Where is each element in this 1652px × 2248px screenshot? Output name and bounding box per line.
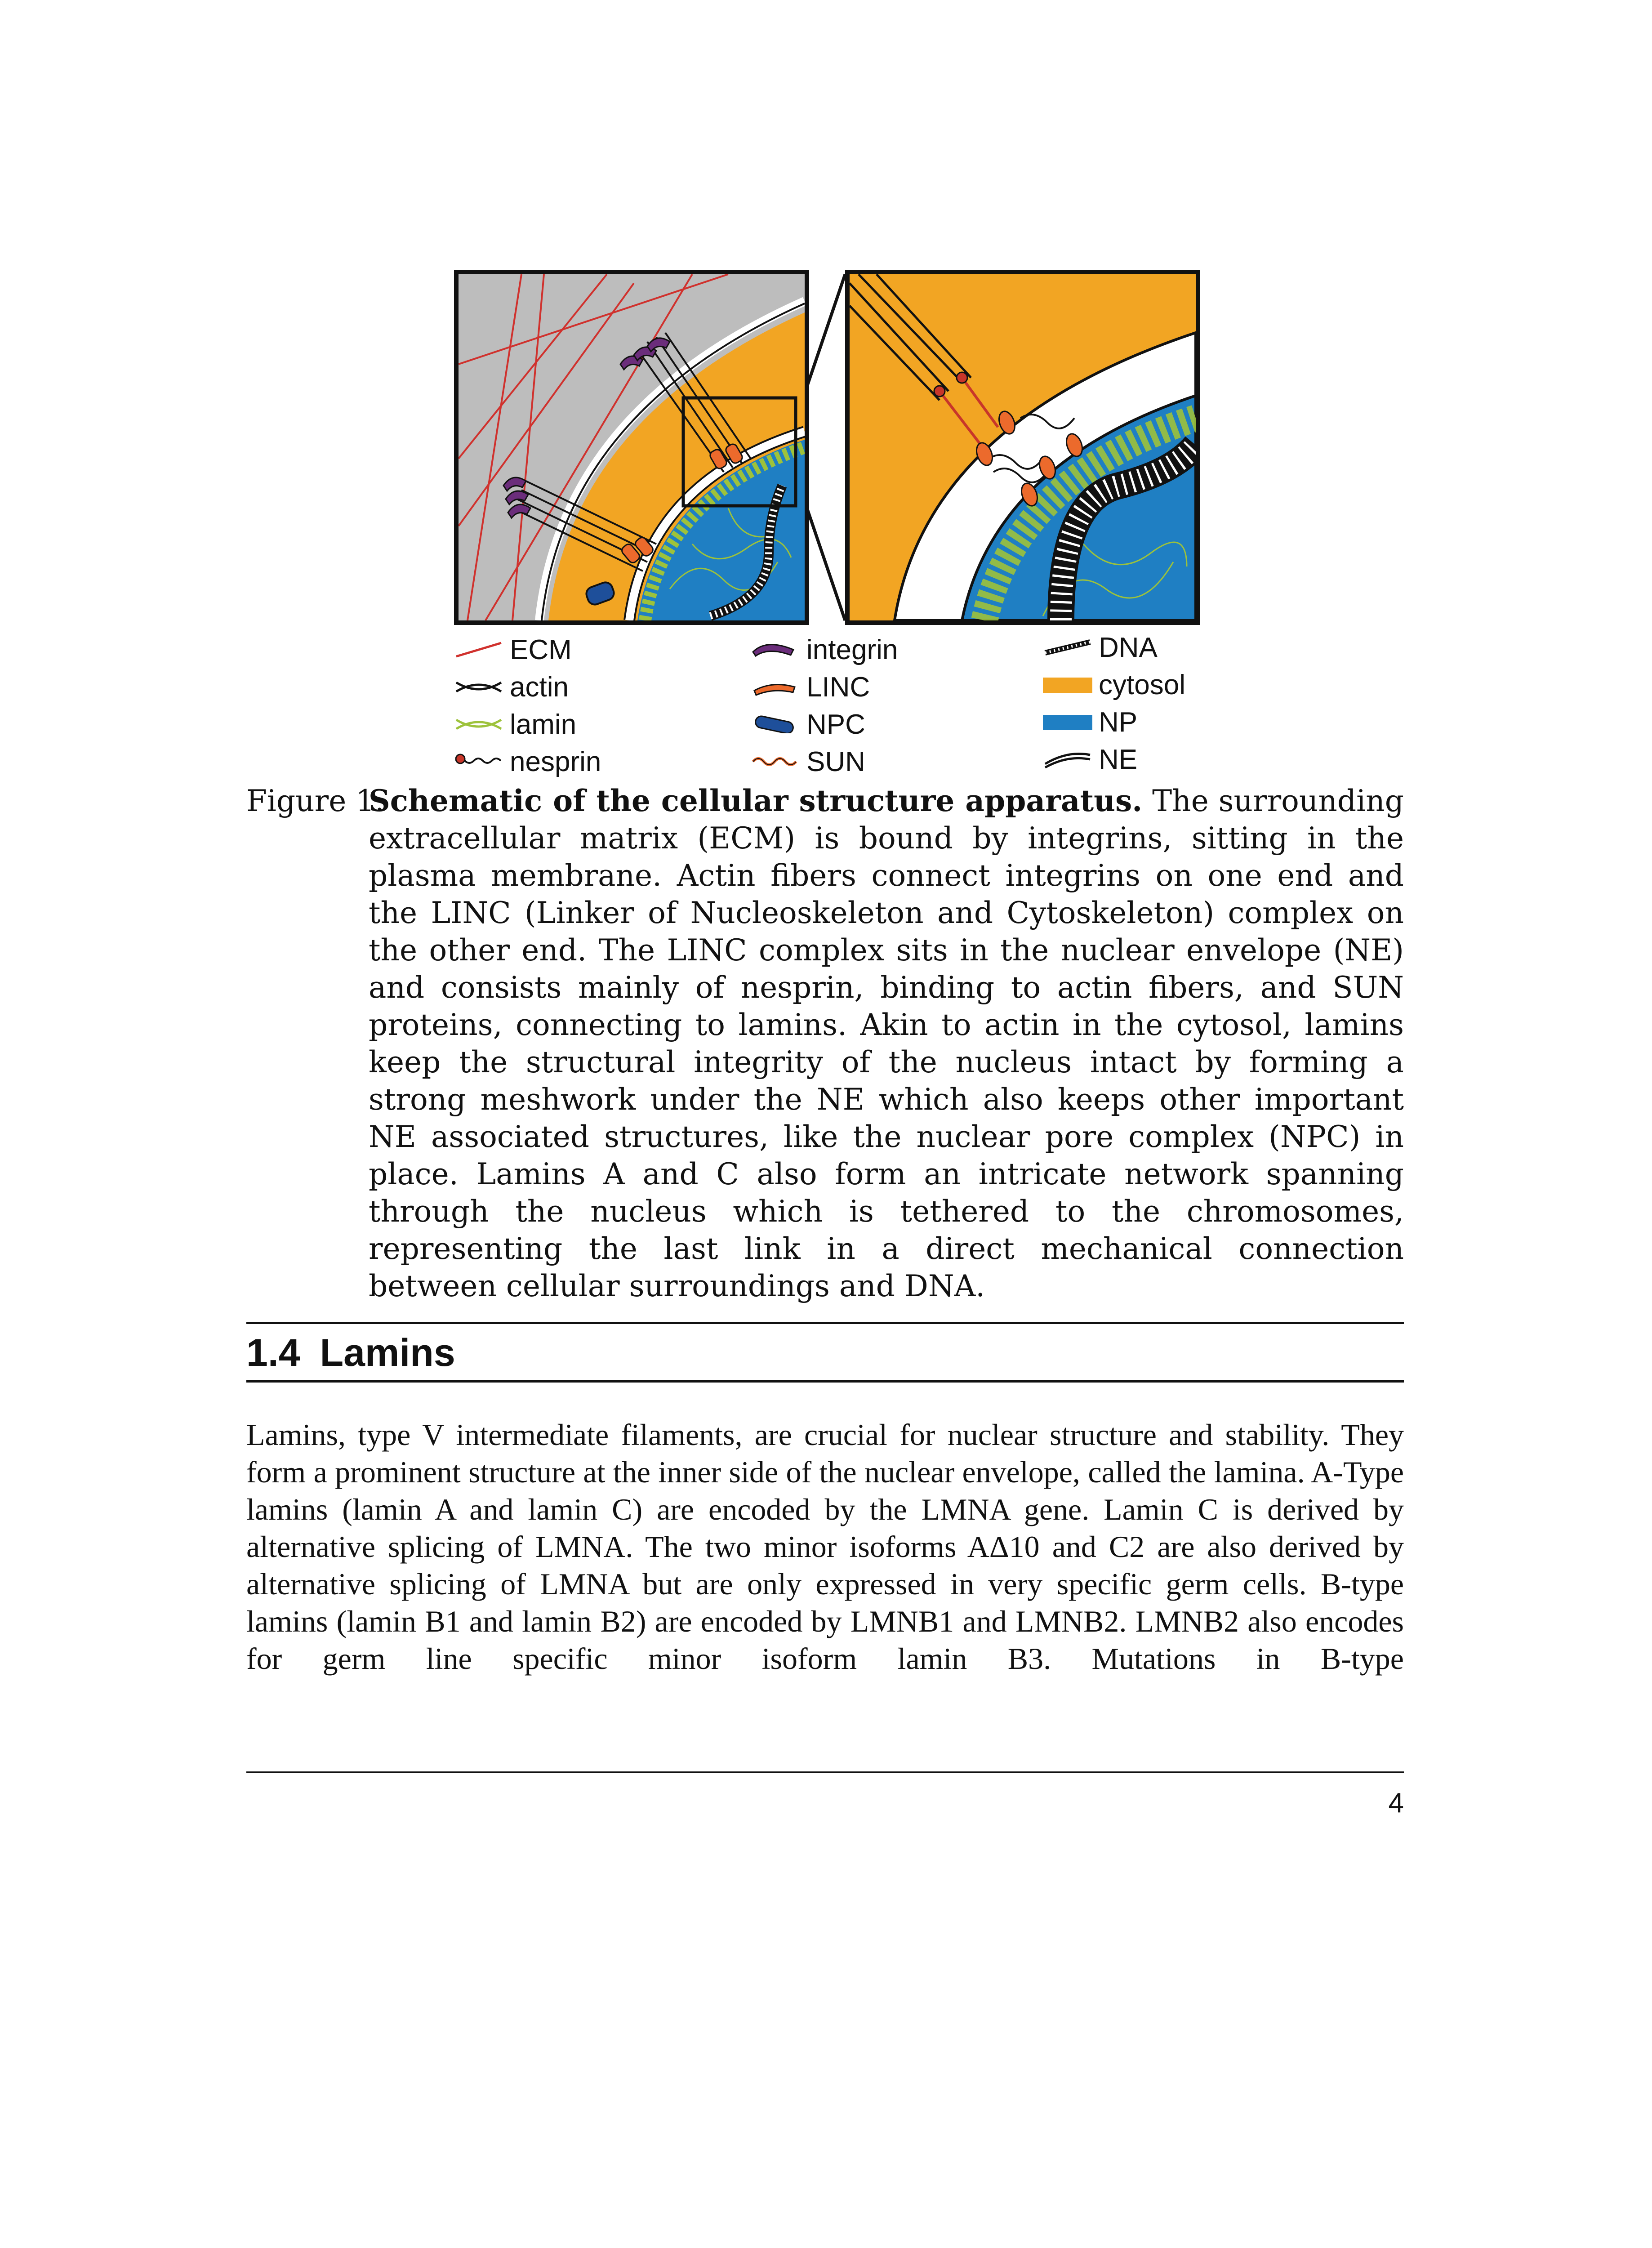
figure-label: Figure 1:: [246, 784, 385, 818]
legend-actin: [454, 669, 569, 705]
legend-ecm-label: ECM: [510, 634, 572, 665]
ecm-line-icon: [454, 641, 503, 659]
legend-integrin-label: integrin: [806, 634, 898, 665]
legend-ne-label: NE: [1099, 744, 1138, 775]
legend-ecm: [454, 632, 572, 668]
legend-integrin: [751, 632, 898, 668]
page-number: 4: [1388, 1788, 1404, 1819]
nesprin-icon: [454, 753, 503, 771]
linc-icon: [751, 678, 800, 696]
legend-nesprin: [454, 744, 601, 780]
legend-dna: [1043, 629, 1158, 665]
sun-protein-icon: [751, 753, 800, 771]
caption-title: Schematic of the cellular structure apparatus.: [369, 783, 1143, 818]
legend-linc: [751, 669, 870, 705]
caption-text: The surrounding extracellular matrix (ECM) is bound by integrins, sitting in the plasma membrane. Actin fibers connect integrins on one end and the LINC (Linker of Nucleoskeleton and Cytoskeleton) complex on the other end. The LINC complex sits in the nuclear envelope (NE) and consists mainly of nesprin, binding to actin fibers, and SUN proteins, connecting to lamins. Akin to actin in the cytosol, lamins keep the structural integrity of the nucleus intact by forming a strong meshwork under the NE which also keeps other important NE associated structures, like the nuclear pore complex (NPC) in place. Lamins A and C also form an intricate network spanning through the nucleus which is tethered to the chromosomes, representing the last link in a direct mechanical connection between cellular surroundings and DNA.: [369, 784, 1404, 1303]
zoom-illustration: [850, 274, 1196, 620]
legend-np-label: NP: [1099, 706, 1138, 738]
lamin-filament-icon: [454, 715, 503, 733]
legend-cytosol-label: cytosol: [1099, 669, 1185, 700]
ne-icon: [1043, 750, 1092, 768]
legend-nesprin-label: nesprin: [510, 746, 601, 777]
np-swatch-icon: [1043, 713, 1092, 731]
figure-panel-overview: [454, 270, 809, 625]
actin-filament-icon: [454, 678, 503, 696]
figure-caption: [246, 782, 1404, 1305]
legend-cytosol: [1043, 667, 1185, 703]
legend-lamin-label: lamin: [510, 709, 577, 740]
legend-linc-label: LINC: [806, 671, 870, 703]
figure-schematic: [454, 270, 1200, 778]
body-paragraph: Lamins, type V intermediate filaments, are crucial for nuclear structure and stability. They form a prominent structure at the inner side of the nuclear envelope, called the lamina. A-Type lamins (lamin A and lamin C) are encoded by the LMNA gene. Lamin C is derived by alternative splicing of LMNA. The two minor isoforms AΔ10 and C2 are also derived by alternative splicing of LMNA but are only expressed in very specific germ cells. B-type lamins (lamin B1 and lamin B2) are encoded by LMNB1 and LMNB2. LMNB2 also encodes for germ line specific minor isoform lamin B3. Mutations in B-type: [246, 1418, 1404, 1676]
legend-npc-label: NPC: [806, 709, 865, 740]
figure-panel-zoom: [845, 270, 1200, 625]
legend-np: [1043, 704, 1137, 740]
zoom-connector: [805, 270, 850, 625]
npc-icon: [751, 715, 800, 733]
dna-icon: [1043, 638, 1092, 656]
cytosol-swatch-icon: [1043, 676, 1092, 694]
legend-ne: [1043, 741, 1137, 777]
footer-rule: [246, 1771, 1404, 1773]
legend-npc: [751, 706, 865, 742]
legend-sun-label: SUN: [806, 746, 865, 777]
legend-lamin: [454, 706, 576, 742]
caption-body: [369, 782, 1404, 1305]
section-rule-top: [246, 1322, 1404, 1324]
overview-illustration: [459, 274, 805, 620]
section-heading: [246, 1331, 455, 1375]
legend-dna-label: DNA: [1099, 632, 1158, 663]
legend-sun: [751, 744, 865, 780]
section-title: Lamins: [320, 1331, 455, 1374]
legend-actin-label: actin: [510, 671, 569, 703]
section-rule-bottom: [246, 1380, 1404, 1383]
integrin-icon: [751, 641, 800, 659]
section-number: 1.4: [246, 1331, 300, 1374]
